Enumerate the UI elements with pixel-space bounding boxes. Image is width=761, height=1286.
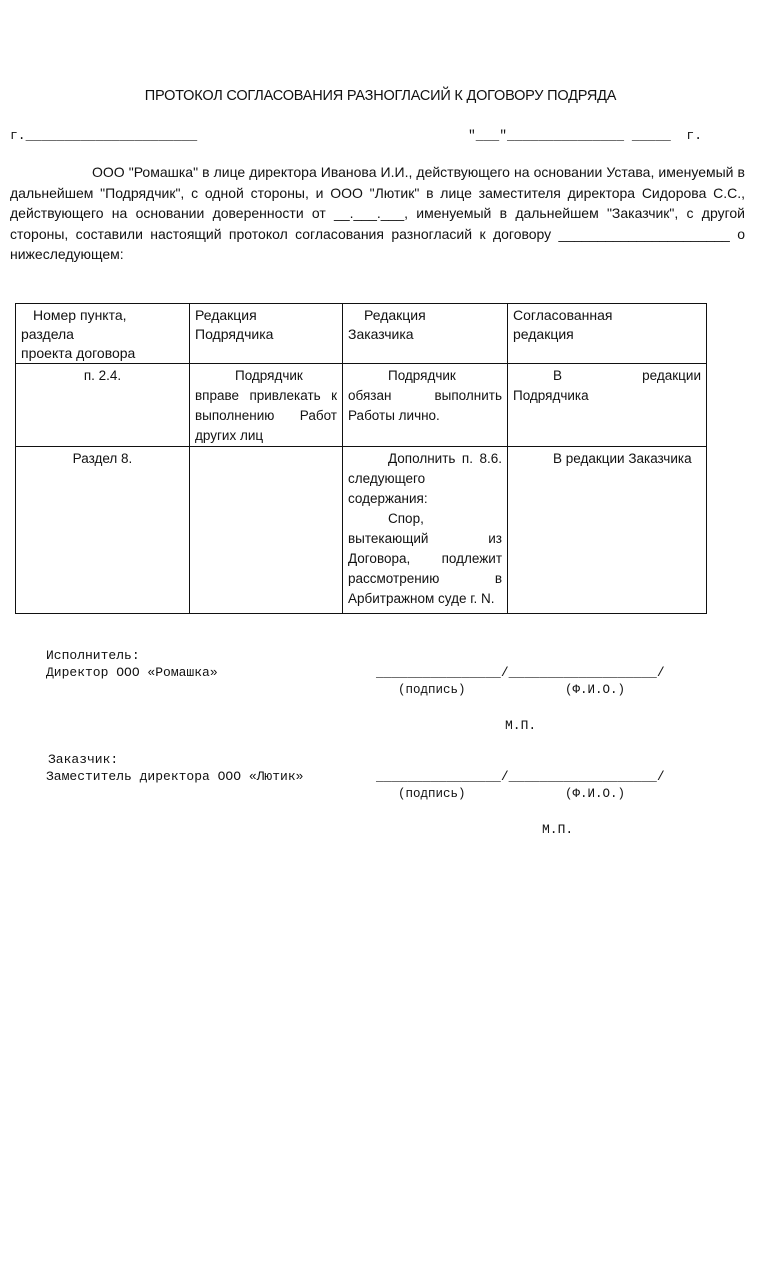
customer-signature-line: ________________/___________________/: [376, 769, 665, 784]
intro-line: дальнейшем "Заказчик", с другой стороны, составили настоящий протокол согласования разногласий: [10, 205, 746, 242]
customer-signature-caption: (подпись): [398, 787, 466, 801]
header-customer: [343, 304, 508, 364]
cell-text: Подрядчик вправе привлекать к выполнению Работ других лиц: [195, 368, 337, 443]
cell-text: В редакции Подрядчика: [513, 368, 701, 403]
header-text: проекта договора: [21, 345, 136, 361]
date-line: "___"_______________ _____ г.: [468, 128, 703, 143]
cell-agreed: [508, 447, 707, 614]
customer-role: Заказчик:: [48, 752, 119, 767]
header-text: редакция: [513, 326, 574, 342]
table-row: [16, 364, 707, 447]
cell-text: Подрядчик обязан выполнить Работы лично.: [348, 368, 502, 423]
cell-text: В редакции Заказчика: [553, 451, 692, 466]
executor-stamp: М.П.: [505, 718, 537, 733]
document-title: ПРОТОКОЛ СОГЛАСОВАНИЯ РАЗНОГЛАСИЙ К ДОГОВОРУ ПОДРЯДА: [144, 88, 617, 104]
intro-line: ООО "Ромашка" в лице директора Иванова И.И., действующего на основании Устава,: [92, 164, 655, 180]
table-header-row: [16, 304, 707, 364]
header-text: раздела: [21, 326, 74, 342]
customer-stamp: М.П.: [542, 822, 574, 837]
intro-line: директора Сидорова С.С., действующего на основании доверенности от __.___.___, именуемый в: [10, 184, 745, 221]
cell-text: п. 2.4.: [83, 368, 122, 383]
cell-contractor: [190, 364, 343, 447]
cell-agreed: [508, 364, 707, 447]
header-section: [16, 304, 190, 364]
cell-customer: [343, 364, 508, 447]
cell-section: [16, 364, 190, 447]
header-text: Согласованная: [513, 307, 613, 323]
cell-section: [16, 447, 190, 614]
intro-line: к договору ______________________ о нижеследующем:: [10, 225, 745, 262]
cell-customer: [343, 447, 508, 614]
city-line: г.______________________: [10, 128, 198, 143]
intro-paragraph: [10, 162, 745, 265]
customer-name-caption: (Ф.И.О.): [565, 787, 626, 801]
executor-signature-caption: (подпись): [398, 683, 466, 697]
executor-role: Исполнитель:: [46, 648, 140, 663]
intro-line: именуемый в дальнейшем "Подрядчик", с одной стороны, и ООО "Лютик" в лице заместителя: [10, 164, 745, 201]
header-contractor: [190, 304, 343, 364]
executor-position: Директор ООО «Ромашка»: [46, 665, 218, 680]
header-text: Номер пункта,: [33, 307, 127, 323]
header-agreed: [508, 304, 707, 364]
cell-contractor: [190, 447, 343, 614]
cell-text: Дополнить п. 8.6. следующего содержания:: [348, 451, 502, 506]
header-text: Редакция: [195, 307, 257, 323]
executor-signature-line: ________________/___________________/: [376, 665, 665, 680]
cell-text: Раздел 8.: [72, 451, 133, 466]
header-text: Редакция: [364, 307, 426, 323]
header-text: Заказчика: [348, 326, 414, 342]
table-row: [16, 447, 707, 614]
header-text: Подрядчика: [195, 326, 274, 342]
cell-text: Спор, вытекающий из Договора, подлежит рассмотрению в Арбитражном суде г. N.: [348, 511, 502, 606]
executor-name-caption: (Ф.И.О.): [565, 683, 626, 697]
disagreements-table: [15, 303, 707, 614]
customer-position: Заместитель директора ООО «Лютик»: [46, 769, 304, 784]
